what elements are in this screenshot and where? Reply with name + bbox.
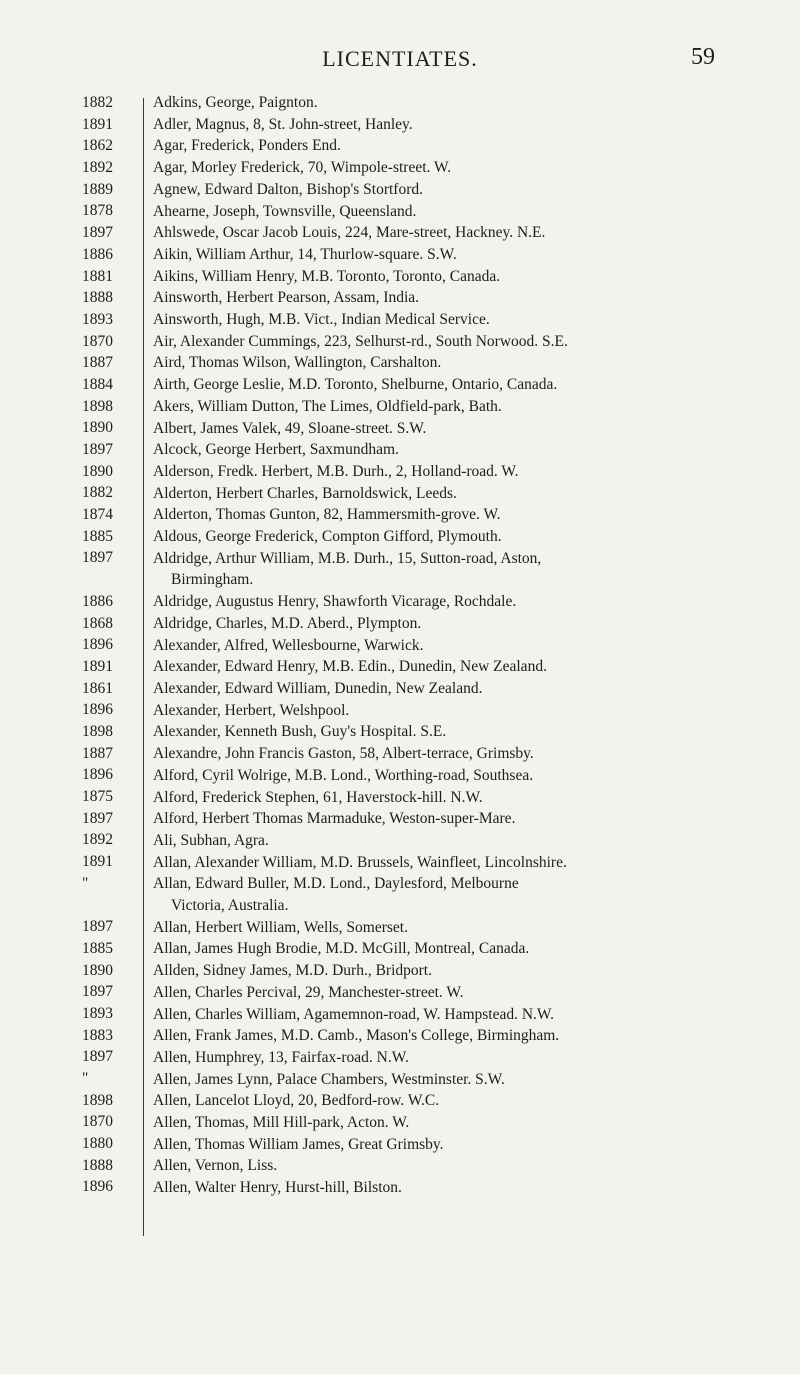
entry-text: Adler, Magnus, 8, St. John-street, Hanley. bbox=[153, 115, 413, 133]
entry-text: Ainsworth, Herbert Pearson, Assam, India. bbox=[153, 289, 420, 307]
entry-text: Adkins, George, Paignton. bbox=[153, 94, 318, 111]
entry-year: 1898 bbox=[82, 1091, 113, 1109]
entry-year: 1897 bbox=[82, 549, 113, 567]
entry-text: Allen, Frank James, M.D. Camb., Mason's College, Birmingham. bbox=[153, 1027, 560, 1045]
entry-text: Allen, Walter Henry, Hurst-hill, Bilston. bbox=[153, 1179, 402, 1197]
entry-year: 1868 bbox=[82, 614, 113, 632]
page-header bbox=[0, 46, 800, 76]
entry-year: 1893 bbox=[82, 310, 113, 328]
entry-year: 1885 bbox=[82, 939, 113, 957]
entry-year: 1878 bbox=[82, 202, 113, 220]
entry-year: 1875 bbox=[82, 788, 113, 805]
entry-text: Alexander, Edward William, Dunedin, New Zealand. bbox=[153, 679, 483, 697]
entry-year: 1897 bbox=[82, 918, 113, 936]
entry-text: Allen, Lancelot Lloyd, 20, Bedford-row. W.C. bbox=[153, 1092, 440, 1110]
entry-year: 1887 bbox=[82, 354, 113, 372]
entry-text-continued: Victoria, Australia. bbox=[171, 897, 289, 915]
entry-year: 1881 bbox=[82, 267, 113, 285]
entry-text: Ali, Subhan, Agra. bbox=[153, 831, 269, 849]
entry-text: Air, Alexander Cummings, 223, Selhurst-rd., South Norwood. S.E. bbox=[153, 332, 568, 350]
entry-text-continued: Birmingham. bbox=[171, 571, 254, 589]
entry-year: 1888 bbox=[82, 289, 113, 307]
entry-year: 1896 bbox=[82, 1178, 113, 1196]
entry-text: Agar, Frederick, Ponders End. bbox=[153, 137, 341, 155]
entry-year: 1870 bbox=[82, 332, 113, 350]
entry-text: Aikin, William Arthur, 14, Thurlow-square. S.W. bbox=[153, 245, 457, 263]
entry-text: Aird, Thomas Wilson, Wallington, Carshalton. bbox=[153, 354, 442, 372]
entries-column bbox=[153, 92, 793, 1199]
entry-text: Allen, Charles William, Agamemnon-road, W. Hampstead. N.W. bbox=[153, 1005, 555, 1023]
entry-year: 1885 bbox=[82, 527, 113, 545]
entry-text: Allen, James Lynn, Palace Chambers, Westminster. S.W. bbox=[153, 1070, 505, 1088]
entry-year bbox=[82, 894, 132, 916]
entry-year: 1891 bbox=[82, 115, 113, 133]
entry-text: Allen, Humphrey, 13, Fairfax-road. N.W. bbox=[153, 1048, 409, 1066]
entry-year: 1890 bbox=[82, 462, 113, 480]
entry-year: 1880 bbox=[82, 1135, 113, 1152]
entry-text: Alexander, Herbert, Welshpool. bbox=[153, 701, 350, 719]
entry-text: Alderton, Herbert Charles, Barnoldswick, Leeds. bbox=[153, 484, 457, 502]
entry-year: 1882 bbox=[82, 484, 113, 502]
entry-year: 1889 bbox=[82, 180, 113, 198]
entry-text: Ahlswede, Oscar Jacob Louis, 224, Mare-street, Hackney. N.E. bbox=[153, 224, 546, 242]
entry-year: 1862 bbox=[82, 137, 113, 155]
entry-year: " bbox=[82, 1069, 89, 1087]
entry-text: Allan, Herbert William, Wells, Somerset. bbox=[153, 918, 408, 936]
year-column bbox=[82, 92, 132, 1198]
entry-year: 1897 bbox=[82, 224, 113, 242]
entry-text: Allan, Edward Buller, M.D. Lond., Daylesford, Melbourne bbox=[153, 875, 519, 893]
entry-text: Albert, James Valek, 49, Sloane-street. S.W. bbox=[153, 419, 427, 437]
entry-year: 1896 bbox=[82, 766, 113, 784]
entry-year: 1887 bbox=[82, 744, 113, 762]
entry-text: Alexander, Edward Henry, M.B. Edin., Dunedin, New Zealand. bbox=[153, 658, 547, 676]
entry-year: 1898 bbox=[82, 397, 113, 415]
entry-year: 1893 bbox=[82, 1004, 113, 1022]
entry-text: Alexander, Alfred, Wellesbourne, Warwick. bbox=[153, 636, 424, 654]
entry-year: 1891 bbox=[82, 853, 113, 871]
entry-text: Akers, William Dutton, The Limes, Oldfield-park, Bath. bbox=[153, 397, 502, 415]
entry-year: 1888 bbox=[82, 1156, 113, 1174]
entry-text: Allen, Thomas, Mill Hill-park, Acton. W. bbox=[153, 1114, 410, 1132]
entry-year: 1896 bbox=[82, 636, 113, 654]
entry-year: 1884 bbox=[82, 375, 113, 393]
entry-text: Alderton, Thomas Gunton, 82, Hammersmith-grove. W. bbox=[153, 506, 501, 524]
entry-text: Ahearne, Joseph, Townsville, Queensland. bbox=[153, 202, 417, 220]
entry-year: 1892 bbox=[82, 831, 113, 849]
entry-year: 1861 bbox=[82, 679, 113, 697]
entry-text: Alexander, Kenneth Bush, Guy's Hospital. S.E. bbox=[153, 723, 447, 741]
entry-year: 1897 bbox=[82, 1048, 113, 1066]
entry-text: Allan, James Hugh Brodie, M.D. McGill, Montreal, Canada. bbox=[153, 940, 530, 958]
entry-year: 1886 bbox=[82, 592, 113, 610]
entry-text: Aldous, George Frederick, Compton Gifford, Plymouth. bbox=[153, 528, 502, 546]
entry-text: Agnew, Edward Dalton, Bishop's Stortford. bbox=[153, 180, 423, 198]
entry-text: Alexandre, John Francis Gaston, 58, Albert-terrace, Grimsby. bbox=[153, 745, 534, 763]
entry-year: " bbox=[82, 874, 89, 892]
entry-year: 1886 bbox=[82, 245, 113, 263]
entry-text: Aldridge, Augustus Henry, Shawforth Vicarage, Rochdale. bbox=[153, 593, 517, 611]
entry-text: Alford, Herbert Thomas Marmaduke, Weston-super-Mare. bbox=[153, 810, 516, 828]
entry-year bbox=[82, 569, 132, 591]
entry-text: Alderson, Fredk. Herbert, M.B. Durh., 2, Holland-road. W. bbox=[153, 462, 519, 480]
entry-text: Allden, Sidney James, M.D. Durh., Bridport. bbox=[153, 962, 432, 980]
running-title: LICENTIATES. bbox=[322, 46, 478, 71]
entry-text: Allen, Thomas William James, Great Grimsby. bbox=[153, 1135, 444, 1153]
entry-year: 1892 bbox=[82, 159, 113, 177]
entry-text: Ainsworth, Hugh, M.B. Vict., Indian Medical Service. bbox=[153, 311, 490, 329]
entry-year: 1897 bbox=[82, 983, 113, 1001]
entry-year: 1897 bbox=[82, 441, 113, 458]
entry-text: Aikins, William Henry, M.B. Toronto, Toronto, Canada. bbox=[153, 267, 501, 285]
column-divider bbox=[143, 98, 144, 1236]
entry-year: 1890 bbox=[82, 419, 113, 437]
entry-year: 1897 bbox=[82, 809, 113, 827]
entry-text: Alford, Cyril Wolrige, M.B. Lond., Worthing-road, Southsea. bbox=[153, 766, 534, 784]
entry-year: 1883 bbox=[82, 1026, 113, 1044]
entry-text: Aldridge, Charles, M.D. Aberd., Plympton. bbox=[153, 614, 422, 632]
entry-year: 1896 bbox=[82, 701, 113, 719]
entry-text: Allen, Charles Percival, 29, Manchester-street. W. bbox=[153, 983, 464, 1001]
entry-text: Agar, Morley Frederick, 70, Wimpole-street. W. bbox=[153, 159, 452, 177]
entry-year: 1898 bbox=[82, 722, 113, 740]
entry-text: Aldridge, Arthur William, M.B. Durh., 15, Sutton-road, Aston, bbox=[153, 549, 542, 567]
entry-year: 1891 bbox=[82, 657, 113, 675]
entry-year: 1890 bbox=[82, 961, 113, 979]
page-number: 59 bbox=[691, 44, 715, 70]
entry-text: Alcock, George Herbert, Saxmundham. bbox=[153, 441, 399, 459]
entry-year: 1874 bbox=[82, 506, 113, 524]
entry-text: Allan, Alexander William, M.D. Brussels, Wainfleet, Lincolnshire. bbox=[153, 853, 567, 871]
entry-year: 1882 bbox=[82, 94, 113, 111]
entry-text: Alford, Frederick Stephen, 61, Haverstock-hill. N.W. bbox=[153, 788, 483, 806]
entry-text: Airth, George Leslie, M.D. Toronto, Shelburne, Ontario, Canada. bbox=[153, 376, 558, 394]
entry-text: Allen, Vernon, Liss. bbox=[153, 1157, 278, 1175]
entry-year: 1870 bbox=[82, 1113, 113, 1131]
